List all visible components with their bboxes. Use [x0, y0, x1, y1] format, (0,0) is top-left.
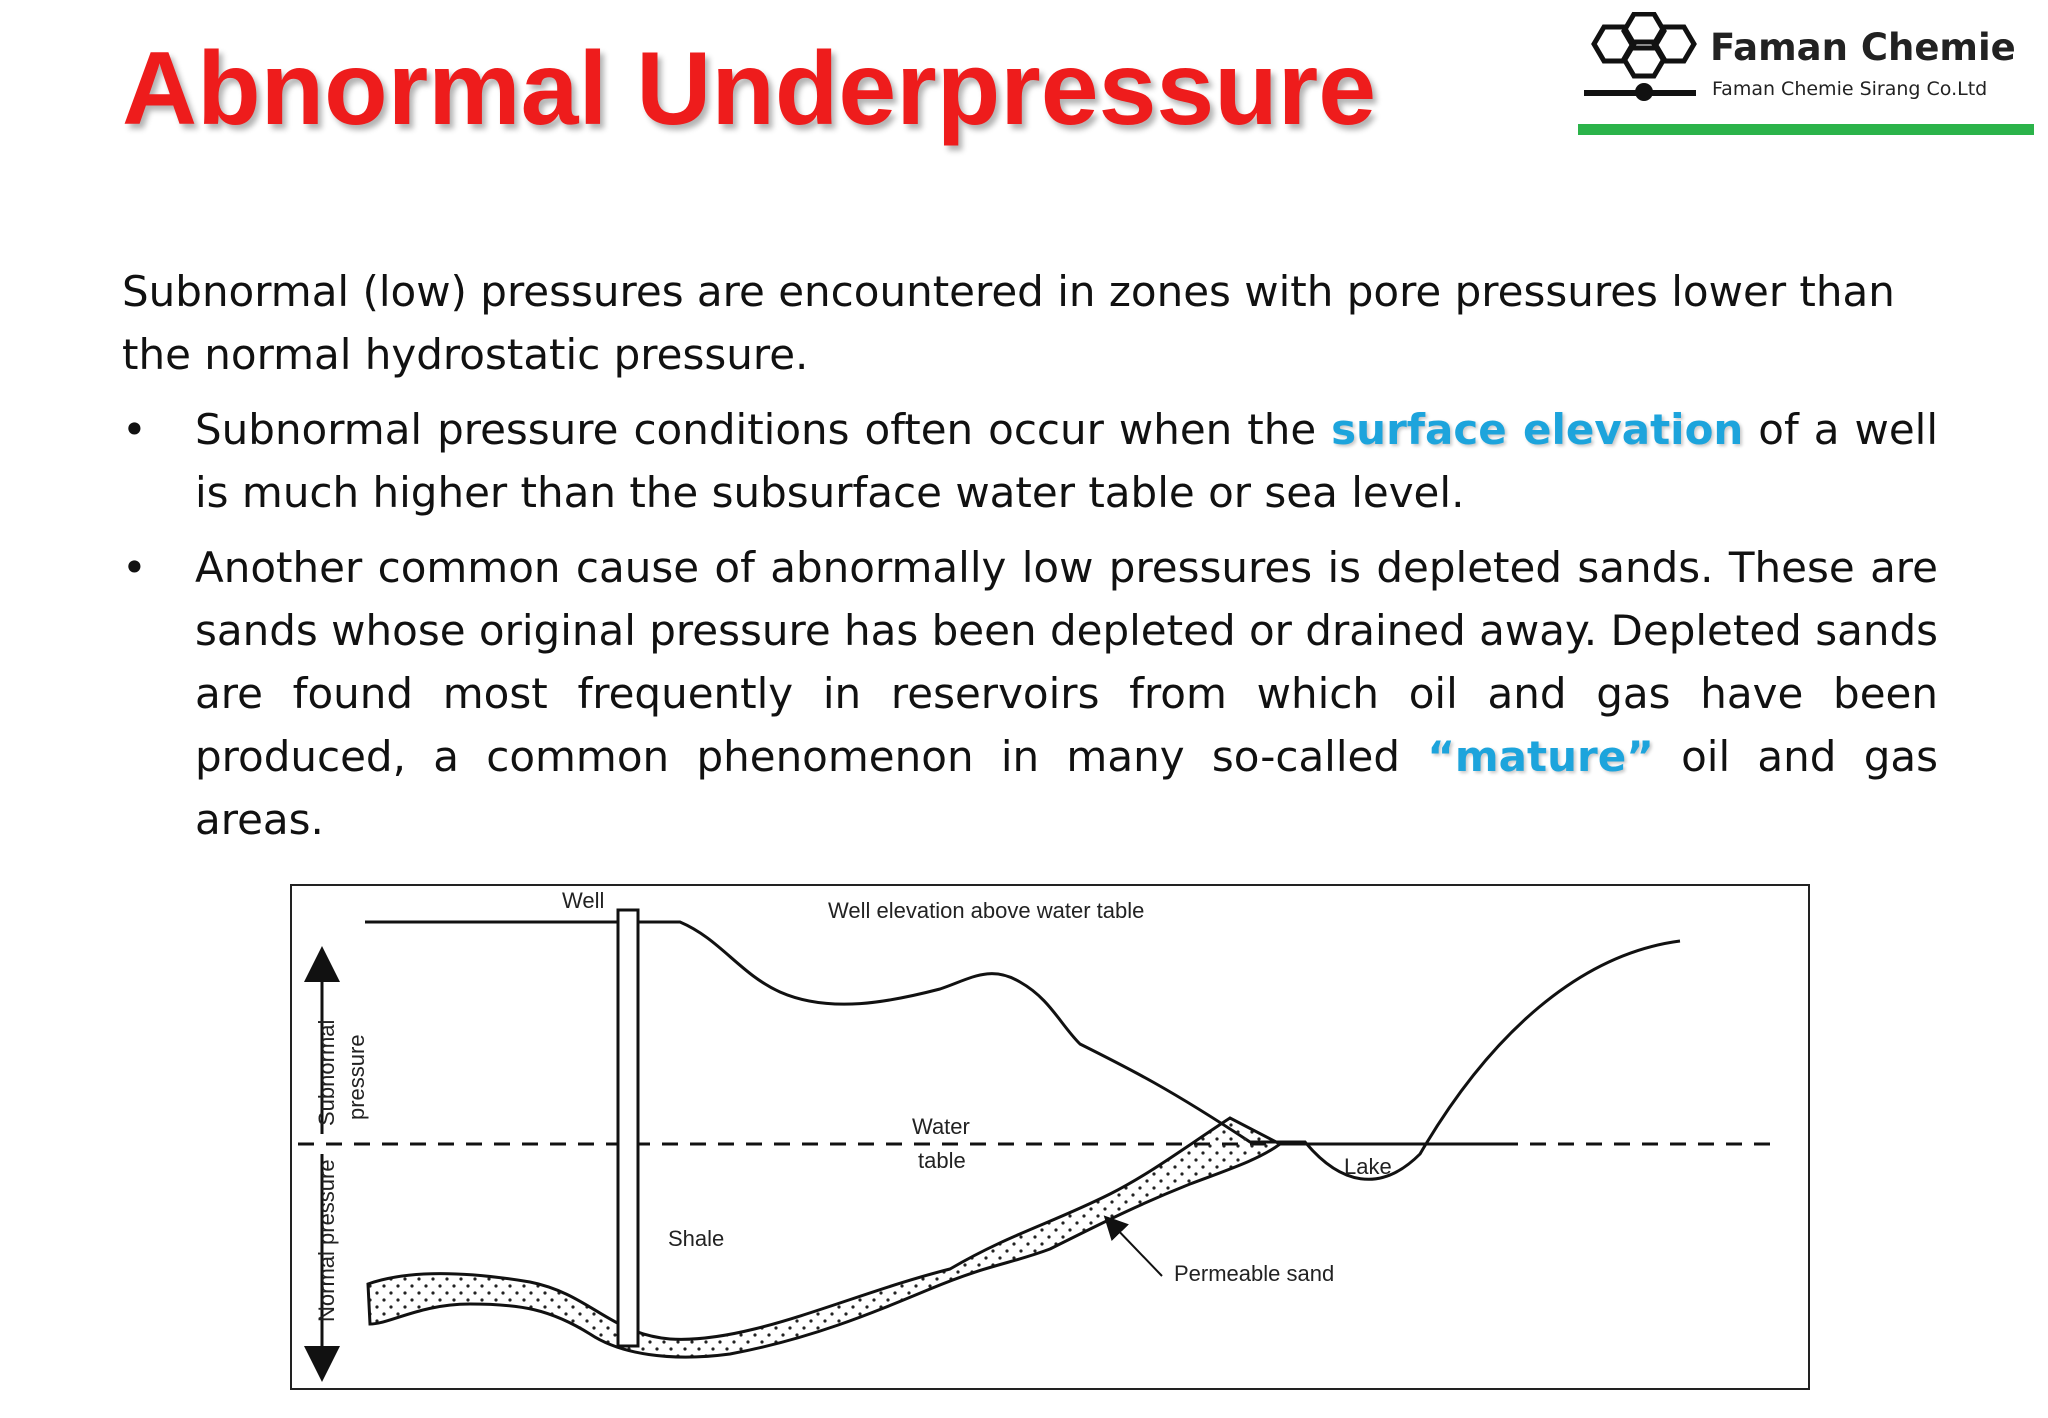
bullet-text-before: Subnormal pressure conditions often occur when the: [195, 405, 1332, 454]
slide-body: [122, 260, 1938, 863]
slide-title: Abnormal Underpressure: [122, 31, 1377, 147]
bullet-text-before: Another common cause of abnormally low pressures is depleted sands. These are sands whose original pressure has been depleted or drained away. Depleted sands are found most frequently in reservoirs from which oil and gas have been produced, a common phenomenon in many so-called: [195, 543, 1938, 781]
highlight-mature: “mature”: [1427, 732, 1654, 781]
bullet-dot: •: [122, 543, 147, 592]
bullet-item: [122, 536, 1938, 851]
label-normal-pressure: Normal pressure: [314, 1159, 339, 1322]
label-permeable-sand: Permeable sand: [1174, 1261, 1335, 1286]
wellbore: [618, 910, 638, 1346]
label-lake: Lake: [1344, 1154, 1392, 1179]
company-logo: [1578, 12, 2034, 138]
bullet-text-after: of a well is much higher than the subsurface water table or sea level.: [195, 405, 1938, 517]
highlight-surface-elevation: surface elevation: [1331, 405, 1744, 454]
label-pressure: pressure: [344, 1034, 369, 1120]
logo-subtitle: Faman Chemie Sirang Co.Ltd: [1712, 78, 1988, 100]
bullet-dot: •: [122, 405, 147, 454]
bullet-item: [122, 398, 1938, 524]
label-subnormal: Subnormal: [314, 1019, 339, 1126]
label-well-elevation: Well elevation above water table: [828, 898, 1145, 923]
subnormal-pressure-diagram: [290, 884, 1810, 1392]
logo-accent-bar: [1578, 124, 2034, 135]
hexagon-cluster-icon: [1578, 12, 1702, 112]
label-well: Well: [562, 888, 605, 913]
logo-name: Faman Chemie: [1710, 26, 2016, 69]
diagram-frame: [291, 885, 1809, 1389]
label-table: table: [918, 1148, 966, 1173]
intro-paragraph: Subnormal (low) pressures are encountered in zones with pore pressures lower than the normal hydrostatic pressure.: [122, 267, 1895, 379]
label-shale: Shale: [668, 1226, 725, 1251]
bullet-text-after: oil and gas areas.: [195, 732, 1938, 844]
label-water: Water: [912, 1114, 970, 1139]
